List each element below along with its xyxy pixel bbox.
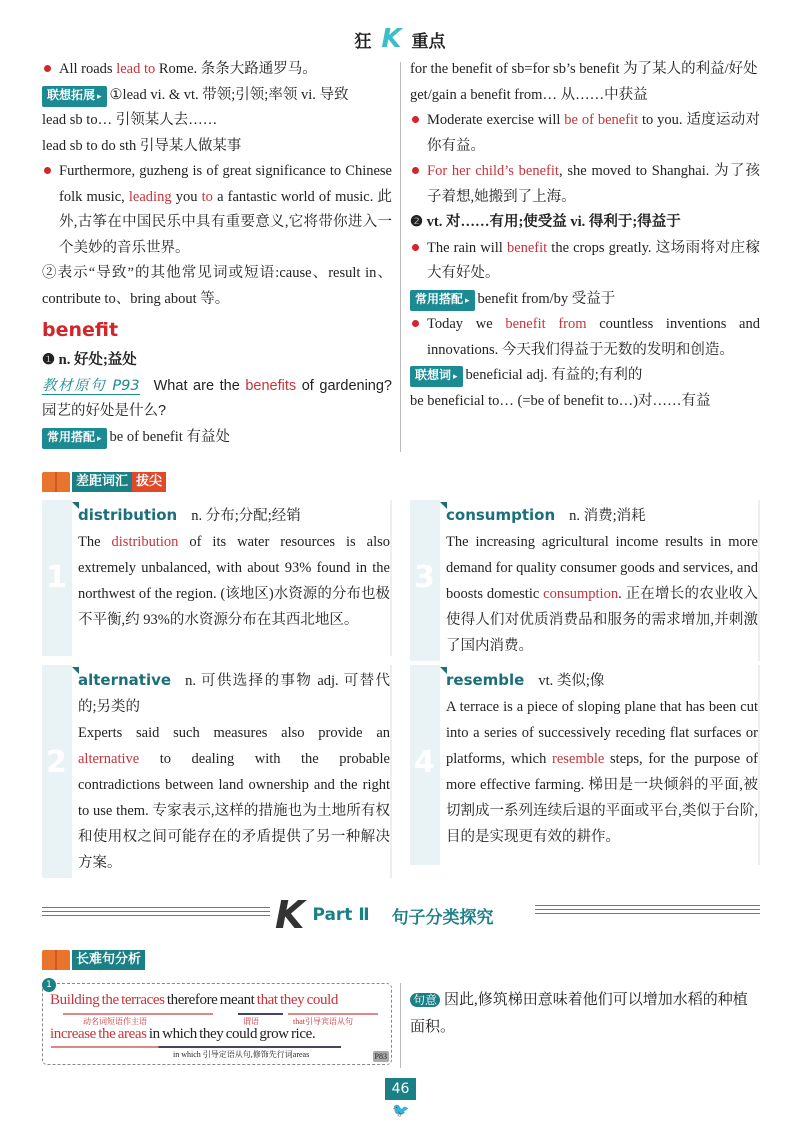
phrase-line — [410, 389, 760, 415]
bird-icon: 🐦 — [392, 1104, 410, 1119]
text-segment: The increasing agricultural income results in more demand for quality consumer goods and services, and boosts domestic — [446, 534, 758, 602]
phrase-line — [42, 134, 392, 160]
vocab-heading: distribution n. 分布;分配;经销 — [78, 506, 301, 524]
badge: 拔尖 — [132, 472, 166, 492]
vocab-card: 2 alternative n. 可供选择的事物 adj. 可替代的;另类的 Experts said such measures also provide an alternative to dealing with the probable contradictions between land ownership and the right to use them. 专家表示,这样的措施也为土地所有权和使用权之间可能存在的矛盾提供了另一种解决方案。 — [42, 665, 392, 878]
text-segment: the crops greatly. 这场雨将对庄稼大有好处。 — [427, 239, 760, 281]
sentence-box: 1 Building the terraces therefore meant that they could 动名词短语作主语 谓语 that引导宾语从句 increase the areas in which they could grow rice. in which 引导定语从句,修饰先行词areas P83 — [42, 983, 392, 1065]
text-segment: What are the — [153, 377, 246, 394]
sentence-line — [50, 1026, 315, 1043]
text-segment: . 正在增长的农业收入使得人们对优质消费品和服务的需求增加,并刺激了国内消费。 — [446, 586, 759, 654]
highlight-text: resemble — [552, 751, 605, 767]
bullet-icon — [412, 167, 419, 174]
running-header: 狂 K 重点 — [354, 24, 446, 54]
highlight-text: increase the areas — [50, 1026, 147, 1042]
bullet-icon — [412, 320, 419, 327]
collocation-tag: 常用搭配 ▸ — [42, 428, 107, 449]
text-segment: countless inventions and innovations. 今天我们得益于无数的发明和创造。 — [427, 316, 760, 358]
highlight-text: lead to — [116, 61, 156, 77]
vocab-example — [78, 720, 390, 876]
vocab-heading: consumption n. 消费;消耗 — [446, 506, 646, 524]
bullet-icon — [412, 116, 419, 123]
text-segment: A terrace is a piece of sloping plane that has been cut into a series of successively receding flat surfaces or platforms, which — [446, 699, 758, 767]
sense-1: ❶ n. 好处;益处 — [42, 352, 137, 368]
dotted-rule — [535, 905, 760, 917]
text-segment: therefore meant — [164, 992, 257, 1008]
highlight-text: leading — [128, 188, 172, 205]
part-heading: K Part Ⅱ 句子分类探究 — [275, 893, 494, 937]
text-segment: to dealing with the probable contradictions between land ownership and the right to use them. 专家表示,这样的措施也为土地所有权和使用权之间可能存在的矛盾提供了另一种解决方案。 — [78, 751, 390, 871]
headword-benefit: benefit — [42, 319, 119, 341]
text-segment: Moderate exercise will — [427, 112, 565, 128]
underline — [63, 1013, 213, 1015]
vocab-card: 3 consumption n. 消费;消耗 The increasing agricultural income results in more demand for quality consumer goods and services, and boosts domestic consumption. 正在增长的农业收入使得人们对优质消费品和服务的需求增加,并刺激了国内消费。 — [410, 500, 760, 661]
text-segment: ①lead vi. & vt. 带领;引领;率领 vi. 导致 — [109, 86, 349, 103]
collocation-tag: 常用搭配 ▸ — [410, 290, 475, 311]
sentence-divider — [400, 983, 401, 1068]
highlight-text: consumption — [543, 586, 619, 602]
text-segment: for the benefit of sb=for sb’s benefit 为了某人的利益/好处 — [410, 61, 758, 77]
vocab-card: 4 resemble vt. 类似;像 A terrace is a piece of sloping plane that has been cut into a series of successively receding flat surfaces or platforms, which resemble steps, for the purpose of more effective farming. 梯田是一块倾斜的平面,被切割成一系列连续后退的平面或平台,类似于台阶,目的是实现更有效的耕作。 — [410, 665, 760, 865]
highlight-text: benefits — [245, 377, 297, 394]
text-segment: in which they could grow rice. — [146, 1026, 316, 1042]
text-segment: lead sb to do sth 引导某人做某事 — [42, 137, 242, 154]
highlight-text: For her child’s benefit — [427, 163, 559, 179]
highlight-text: be of benefit — [564, 112, 639, 128]
vocab-example — [446, 694, 758, 850]
sentence-meaning: 句意 因此,修筑梯田意味着他们可以增加水稻的种植面积。 — [410, 992, 748, 1035]
example-sentence — [410, 312, 760, 363]
column-divider — [400, 62, 401, 452]
text-segment: The — [78, 534, 112, 550]
note-line — [42, 261, 392, 312]
k-logo: K — [275, 893, 305, 937]
text-segment: The rain will — [427, 239, 507, 256]
text-segment: Today we — [427, 316, 506, 332]
collocation-line — [42, 425, 392, 451]
page-ref: P83 — [374, 1052, 387, 1061]
source-tag: 教材原句 P93 — [42, 377, 140, 394]
underline — [288, 1013, 378, 1015]
underline — [51, 1046, 341, 1048]
text-segment: steps, for the purpose of more effective farming. 梯田是一块倾斜的平面,被切割成一系列连续后退的平面或平台,类似于台阶,目的是实现更有效的耕作。 — [446, 751, 758, 845]
underline — [238, 1013, 283, 1015]
k-logo: K — [381, 24, 402, 54]
related-word-line — [410, 363, 760, 389]
bullet-icon — [44, 65, 51, 72]
right-column — [410, 57, 760, 414]
vocab-card: 1 distribution n. 分布;分配;经销 The distribution of its water resources is also extremely unbalanced, with about 93% found in the northwest of the region. (该地区)水资源的分布也极不平衡,约 93%的水资源分布在其西北地区。 — [42, 500, 392, 656]
book-icon — [42, 950, 70, 970]
example-sentence — [410, 159, 760, 210]
text-segment: to you. 适度运动对你有益。 — [427, 112, 761, 154]
vocab-example — [446, 529, 758, 659]
example-sentence — [410, 236, 760, 287]
phrase-line — [42, 108, 392, 134]
vocab-heading: resemble vt. 类似;像 — [446, 671, 605, 689]
text-segment: Rome. 条条大路通罗马。 — [155, 61, 317, 77]
vocab-section-header: 差距词汇 拔尖 — [42, 472, 166, 492]
sense-2: ❷ vt. 对……有用;使受益 vi. 得利于;得益于 — [410, 214, 681, 230]
text-segment: of its water resources is also extremely unbalanced, with about 93% found in the northwest of the region. (该地区)水资源的分布也极不平衡,约 93%的水资源分布在其西北地区。 — [78, 534, 391, 628]
highlight-text: alternative — [78, 751, 140, 767]
example-sentence — [42, 57, 392, 83]
meaning-tag: 句意 — [410, 993, 440, 1007]
textbook-sentence — [42, 374, 392, 425]
bullet-icon — [44, 167, 51, 174]
collocation-line — [410, 287, 760, 313]
highlight-text: Building the terraces — [50, 992, 165, 1008]
text-segment: be of benefit 有益处 — [109, 428, 230, 445]
sentence-number: 1 — [42, 978, 56, 992]
book-icon — [42, 472, 70, 492]
highlight-text: distribution — [111, 534, 179, 550]
highlight-text: benefit — [506, 239, 548, 256]
vocab-example — [78, 529, 390, 633]
text-segment: All roads — [59, 61, 117, 77]
text-segment: Furthermore, guzheng is of great significance to Chinese folk music, — [59, 163, 392, 205]
left-column — [42, 57, 392, 450]
page-number: 46 — [385, 1078, 416, 1100]
highlight-text: benefit from — [505, 316, 587, 332]
text-segment: Experts said such measures also provide an — [78, 725, 390, 741]
text-segment: ②表示“导致”的其他常见词或短语:cause、result in、contribute to、bring about 等。 — [42, 265, 392, 307]
text-segment: get/gain a benefit from… 从……中获益 — [410, 86, 648, 103]
bullet-icon — [412, 244, 419, 251]
vocab-heading: alternative n. 可供选择的事物 adj. 可替代的;另类的 — [78, 671, 390, 715]
phrase-line — [410, 57, 760, 83]
text-segment: a fantastic world of music. 此外,古筝在中国民乐中具有重要意义,它将带你进入一个美妙的音乐世界。 — [59, 188, 393, 256]
text-segment: lead sb to… 引领某人去…… — [42, 112, 218, 128]
text-segment: beneficial adj. 有益的;有利的 — [465, 367, 643, 383]
dotted-rule — [42, 907, 270, 919]
extension-line — [42, 83, 392, 109]
phrase-line — [410, 83, 760, 109]
text-segment: of gardening? 园艺的好处是什么? — [42, 377, 392, 419]
text-segment: , she moved to Shanghai. 为了孩子着想,她搬到了上海。 — [427, 163, 760, 205]
example-sentence — [410, 108, 760, 159]
text-segment: benefit from/by 受益于 — [477, 290, 616, 307]
highlight-text: that they could — [256, 992, 338, 1008]
sentence-line — [50, 992, 338, 1009]
extension-tag: 联想拓展 ▸ — [42, 86, 107, 107]
highlight-text: to — [201, 188, 213, 205]
example-sentence — [42, 159, 392, 261]
text-segment: you — [171, 188, 202, 205]
sentence-section-header: 长难句分析 — [42, 950, 145, 970]
text-segment: be beneficial to… (=be of benefit to…)对……有益 — [410, 392, 711, 409]
related-word-tag: 联想词 ▸ — [410, 366, 463, 387]
